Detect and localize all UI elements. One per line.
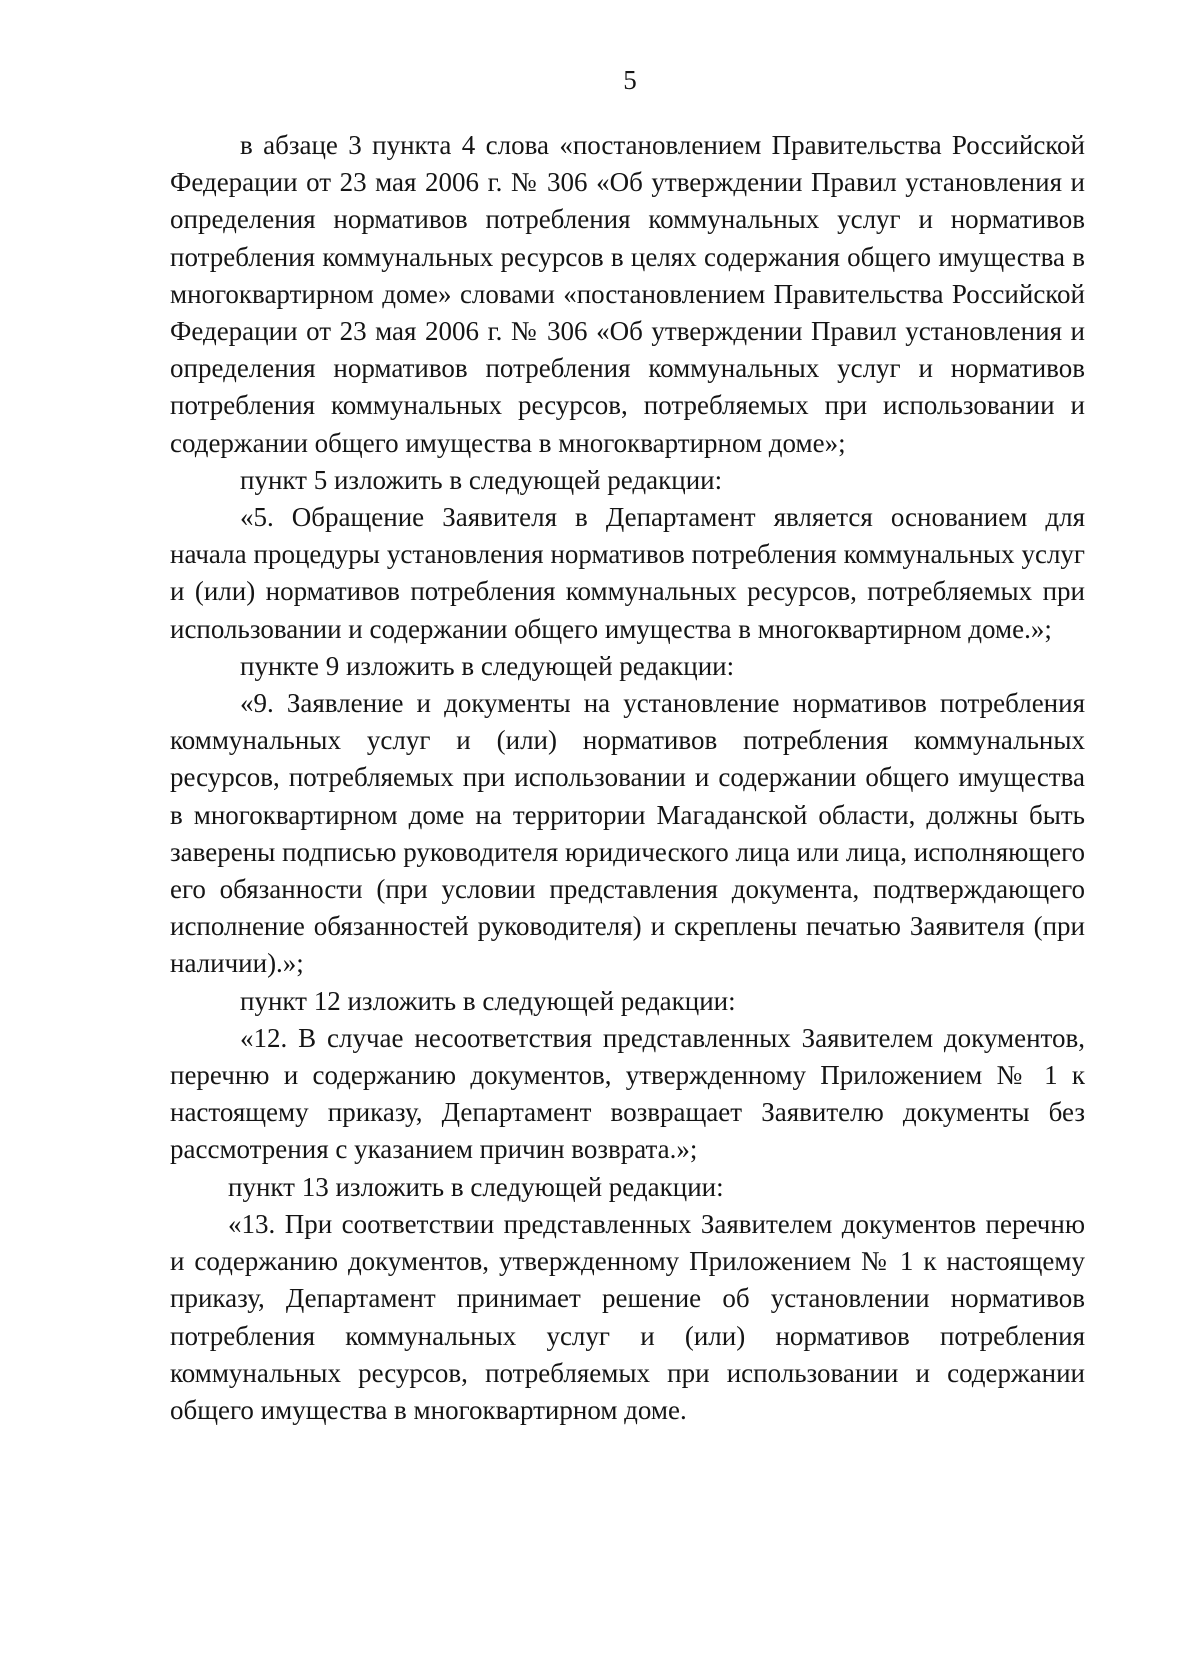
paragraph-clause-13-text: «13. При соответствии представленных Заявителем документов перечню и содержанию документов, утвержденному Приложением № 1 к настоящему приказу, Департамент принимает решение об установлении нормативов потребления коммунальных услуг и (или) нормативов потребления коммунальных ресурсов, потребляемых при использовании и содержании общего имущества в многоквартирном доме. (170, 1208, 1085, 1425)
page-number: 5 (623, 65, 637, 95)
paragraph-clause-9-text: «9. Заявление и документы на установление нормативов потребления коммунальных услуг и (или) нормативов потребления коммунальных ресурсов, потребляемых при использовании и содержании общего имущества в многоквартирном доме на территории Магаданской области, должны быть заверены подписью руководителя юридического лица или лица, исполняющего его обязанности (при условии представления документа, подтверждающего исполнение обязанностей руководителя) и скреплены печатью Заявителя (при наличии).»; (170, 688, 1085, 979)
paragraph-clause-12-text: «12. В случае несоответствия представленных Заявителем документов, перечню и содержанию документов, утвержденному Приложением № 1 к настоящему приказу, Департамент возвращает Заявителю документы без рассмотрения с указанием причин возврата.»; (170, 1022, 1085, 1165)
paragraph-heading-clause-13: пункт 13 изложить в следующей редакции: (228, 1171, 724, 1202)
paragraph-heading-clause-9: пункте 9 изложить в следующей редакции: (240, 650, 735, 681)
document-body (170, 127, 1085, 1429)
paragraph-clause-5-text: «5. Обращение Заявителя в Департамент является основанием для начала процедуры установления нормативов потребления коммунальных услуг и (или) нормативов потребления коммунальных ресурсов, потребляемых при использовании и содержании общего имущества в многоквартирном доме.»; (170, 502, 1085, 644)
paragraph-heading-clause-12: пункт 12 изложить в следующей редакции: (240, 985, 736, 1016)
paragraph-amendment-clause-4: в абзаце 3 пункта 4 слова «постановлением Правительства Российской Федерации от 23 мая 2006 г. № 306 «Об утверждении Правил установления и определения нормативов потребления коммунальных услуг и нормативов потребления коммунальных ресурсов в целях содержания общего имущества в многоквартирном доме» словами «постановлением Правительства Российской Федерации от 23 мая 2006 г. № 306 «Об утверждении Правил установления и определения нормативов потребления коммунальных услуг и нормативов потребления коммунальных ресурсов, потребляемых при использовании и содержании общего имущества в многоквартирном доме»; (170, 130, 1085, 458)
paragraph-heading-clause-5: пункт 5 изложить в следующей редакции: (240, 464, 723, 495)
